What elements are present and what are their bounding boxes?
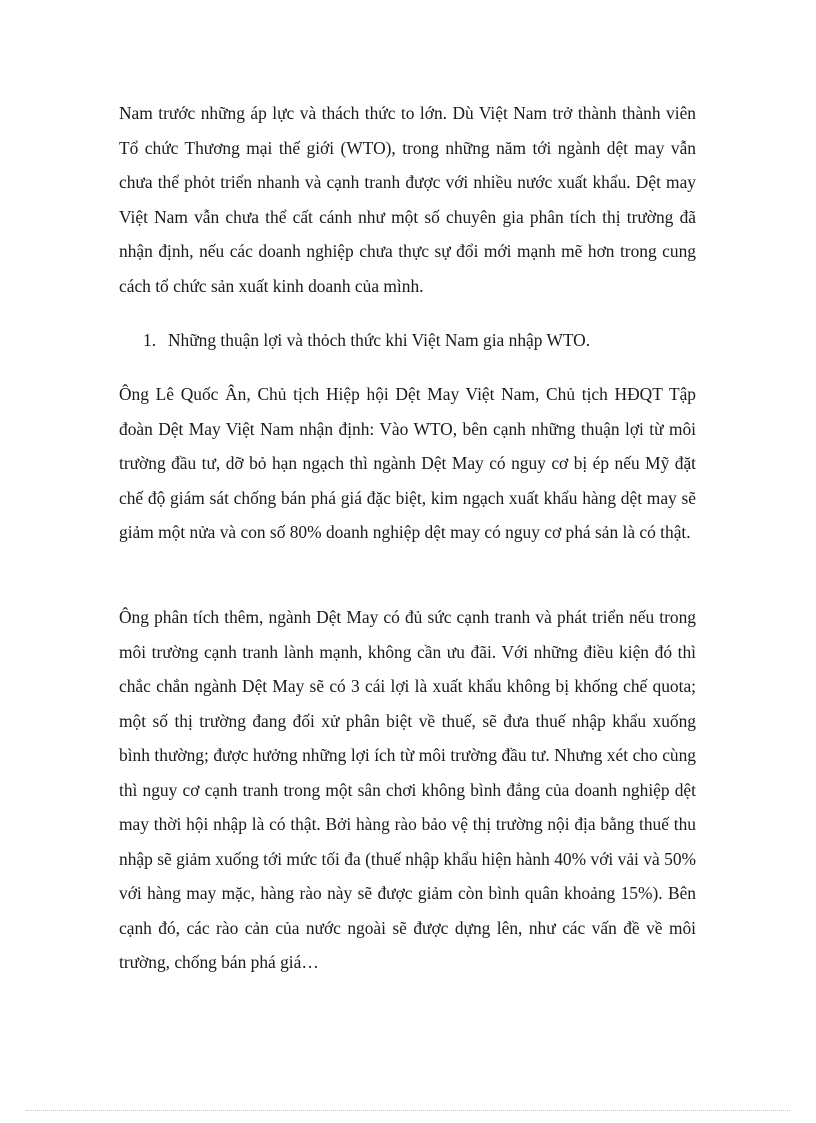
paragraph-intro: Nam trước những áp lực và thách thức to lớn. Dù Việt Nam trở thành thành viên Tổ chức Thương mại thế giới (WTO), trong những năm tới ngành dệt may vẫn chưa thể phỏt triển nhanh và cạnh tranh được với nhiều nước xuất khẩu. Dệt may Việt Nam vẫn chưa thể cất cánh như một số chuyên gia phân tích thị trường đã nhận định, nếu các doanh nghiệp chưa thực sự đổi mới mạnh mẽ hơn trong cung cách tổ chức sản xuất kinh doanh của mình. — [119, 103, 696, 296]
section-heading-text: Những thuận lợi và thỏch thức khi Việt Nam gia nhập WTO. — [168, 330, 591, 350]
page-bottom-divider — [26, 1110, 790, 1111]
section-heading-number: 1. — [143, 330, 157, 350]
section-heading — [143, 323, 703, 358]
paragraph-statement: Ông Lê Quốc Ân, Chủ tịch Hiệp hội Dệt May Việt Nam, Chủ tịch HĐQT Tập đoàn Dệt May Việt Nam nhận định: Vào WTO, bên cạnh những thuận lợi từ môi trường đầu tư, dỡ bỏ hạn ngạch thì ngành Dệt May có nguy cơ bị ép nếu Mỹ đặt chế độ giám sát chống bán phá giá đặc biệt, kim ngạch xuất khẩu hàng dệt may sẽ giảm một nửa và con số 80% doanh nghiệp dệt may có nguy cơ phá sản là có thật. — [119, 384, 696, 542]
paragraph-analysis: Ông phân tích thêm, ngành Dệt May có đủ sức cạnh tranh và phát triển nếu trong môi trường cạnh tranh lành mạnh, không cần ưu đãi. Với những điều kiện đó thì chắc chắn ngành Dệt May sẽ có 3 cái lợi là xuất khẩu không bị khống chế quota; một số thị trường đang đối xử phân biệt về thuế, sẽ đưa thuế nhập khẩu xuống bình thường; được hưởng những lợi ích từ môi trường đầu tư. Nhưng xét cho cùng thì nguy cơ cạnh tranh trong một sân chơi không bình đẳng của doanh nghiệp dệt may thời hội nhập là có thật. Bởi hàng rào bảo vệ thị trường nội địa bằng thuế thu nhập sẽ giảm xuống tới mức tối đa (thuế nhập khẩu hiện hành 40% với vải và 50% với hàng may mặc, hàng rào này sẽ được giảm còn bình quân khoảng 15%). Bên cạnh đó, các rào cản của nước ngoài sẽ được dựng lên, như các vấn đề về môi trường, chống bán phá giá… — [119, 607, 696, 972]
